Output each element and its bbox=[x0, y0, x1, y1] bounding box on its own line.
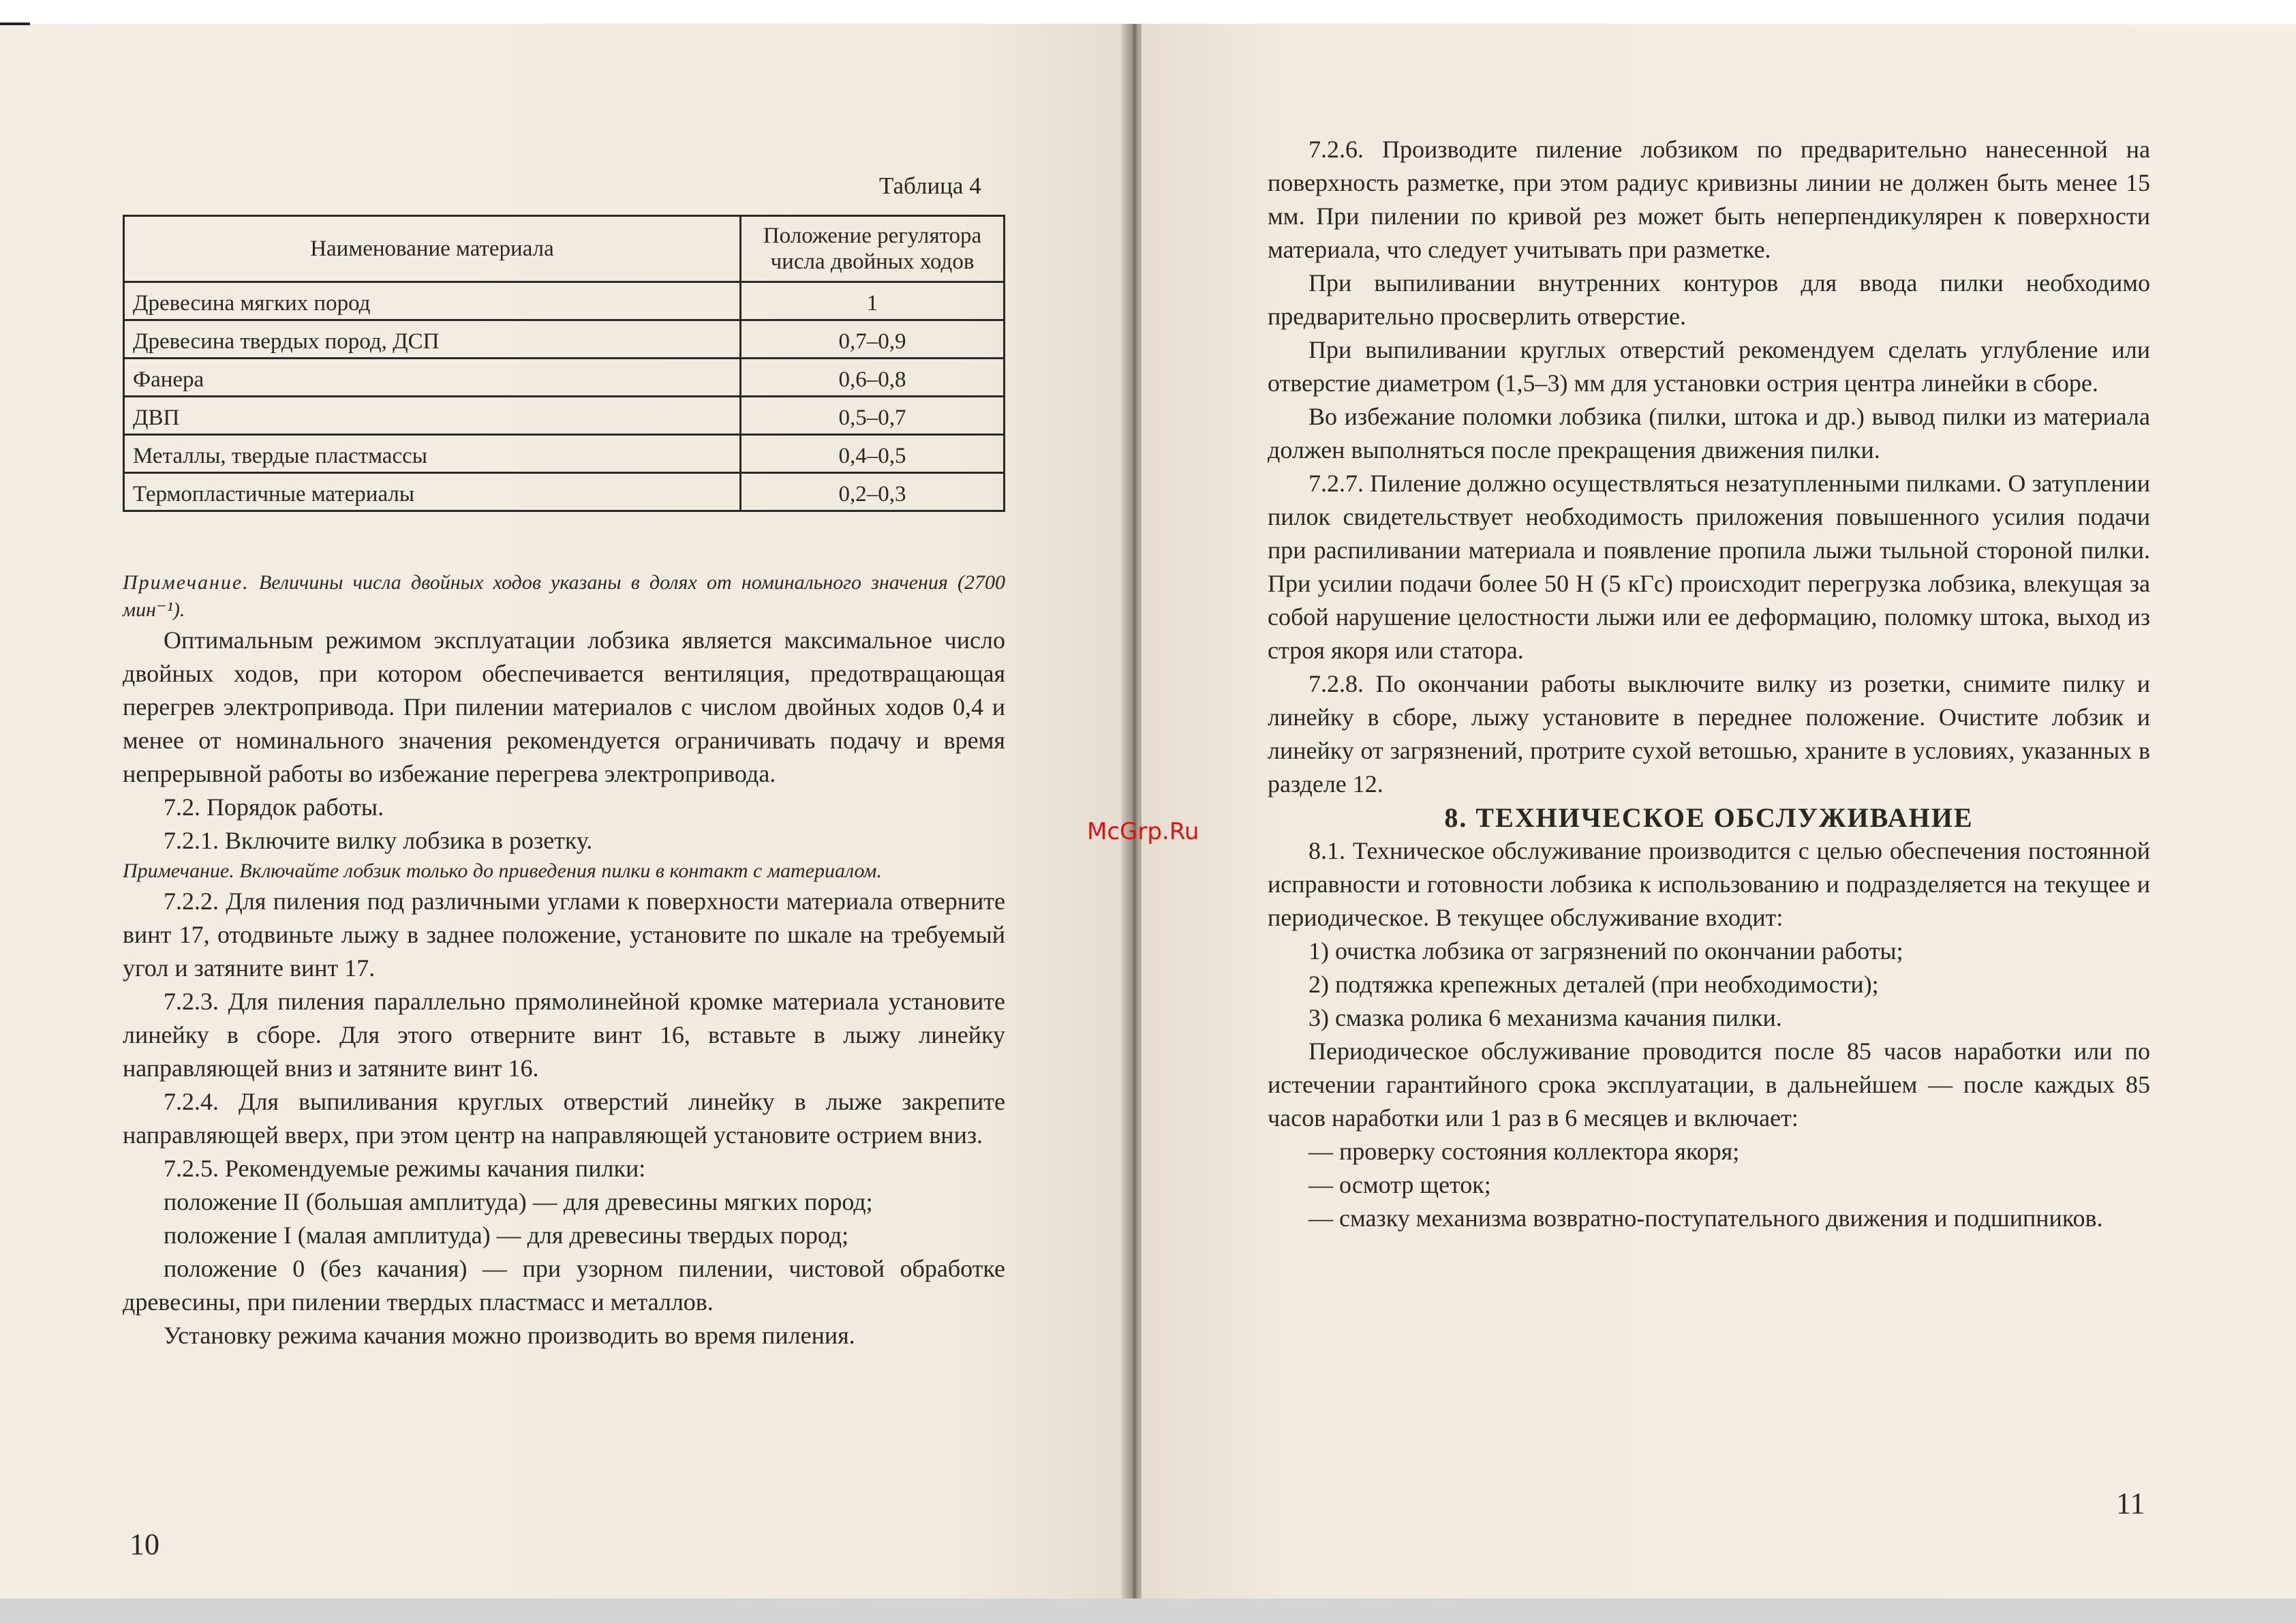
paragraph-install-mode: Установку режима качания можно производить во время пиления. bbox=[164, 1322, 855, 1349]
table-4 bbox=[123, 215, 1005, 512]
cell-material: Древесина твердых пород, ДСП bbox=[124, 320, 741, 359]
page-number-right: 11 bbox=[2116, 1487, 2145, 1520]
header-position: Положение регулятора числа двойных ходов bbox=[741, 216, 1005, 282]
cell-position: 0,4–0,5 bbox=[741, 435, 1005, 473]
paragraph-7-2-1: 7.2.1. Включите вилку лобзика в розетку. bbox=[164, 827, 593, 854]
switch-on-note bbox=[123, 858, 1005, 885]
left-page bbox=[0, 24, 1128, 1598]
cell-position: 0,6–0,8 bbox=[741, 359, 1005, 397]
paragraph-8-1: 8.1. Техническое обслуживание производится с целью обеспечения постоянной исправности и готовности лобзика к использованию и подразделяется на текущее и периодическое. В текущее обслуживание входит: bbox=[1268, 837, 2150, 931]
table-row bbox=[124, 473, 1005, 511]
cell-position: 0,2–0,3 bbox=[741, 473, 1005, 511]
table-row bbox=[124, 320, 1005, 359]
list-item: 3) смазка ролика 6 механизма качания пилки. bbox=[1308, 1004, 1782, 1031]
watermark: McGrp.Ru bbox=[1087, 818, 1199, 845]
paragraph-7-2-3: 7.2.3. Для пиления параллельно прямолинейной кромке материала установите линейку в сборе. Для этого отверните винт 16, вставьте в лыжу линейку направляющей вниз и затяните винт 16. bbox=[123, 988, 1005, 1082]
paragraph-7-2: 7.2. Порядок работы. bbox=[164, 793, 384, 821]
cell-position: 1 bbox=[741, 282, 1005, 320]
note-label: Примечание. bbox=[123, 860, 234, 882]
table-title: Таблица 4 bbox=[879, 172, 981, 199]
cell-material: Древесина мягких пород bbox=[124, 282, 741, 320]
table-header-row bbox=[124, 216, 1005, 282]
paragraph-avoid-breakage: Во избежание поломки лобзика (пилки, штока и др.) вывод пилки из материала должен выполняться после прекращения движения пилки. bbox=[1268, 403, 2150, 464]
cell-material: Металлы, твердые пластмассы bbox=[124, 435, 741, 473]
paragraph-7-2-5: 7.2.5. Рекомендуемые режимы качания пилки: bbox=[164, 1155, 646, 1182]
left-page-text bbox=[123, 569, 1005, 1352]
header-material: Наименование материала bbox=[124, 216, 741, 282]
paragraph-7-2-2: 7.2.2. Для пиления под различными углами к поверхности материала отверните винт 17, отодвиньте лыжу в заднее положение, установите по шкале на требуемый угол и затяните винт 17. bbox=[123, 888, 1005, 982]
paragraph-optimal-mode: Оптимальным режимом эксплуатации лобзика является максимальное число двойных ходов, при котором обеспечивается вентиляция, предотвращающая перегрев электропривода. При пилении материалов с числом двойных ходов 0,4 и менее от номинального значения рекомендуется ограничивать подачу и время непрерывной работы во избежание перегрева электропривода. bbox=[123, 626, 1005, 787]
section-heading: 8. ТЕХНИЧЕСКОЕ ОБСЛУЖИВАНИЕ bbox=[1444, 802, 1974, 833]
cell-material: Фанера bbox=[124, 359, 741, 397]
right-page bbox=[1142, 24, 2296, 1598]
table-row bbox=[124, 435, 1005, 473]
list-item: — смазку механизма возвратно-поступательного движения и подшипников. bbox=[1308, 1204, 2103, 1232]
mode-position-0: положение 0 (без качания) — при узорном пилении, чистовой обработке древесины, при пилении твердых пластмасс и металлов. bbox=[123, 1255, 1005, 1316]
mode-position-2: положение II (большая амплитуда) — для древесины мягких пород; bbox=[164, 1188, 873, 1215]
book-spread bbox=[0, 24, 2296, 1598]
paragraph-7-2-6: 7.2.6. Производите пиление лобзиком по предварительно нанесенной на поверхность разметке, при этом радиус кривизны линии не должен быть менее 15 мм. При пилении по кривой рез может быть неперпендикулярен к поверхности материала, что следует учитывать при разметке. bbox=[1268, 136, 2150, 263]
note-text: Включайте лобзик только до приведения пилки в контакт с материалом. bbox=[239, 860, 882, 882]
note-text: Величины числа двойных ходов указаны в долях от номинального значения (2700 мин⁻¹). bbox=[123, 571, 1005, 621]
page-number-left: 10 bbox=[129, 1528, 159, 1561]
paragraph-7-2-7: 7.2.7. Пиление должно осуществляться незатупленными пилками. О затуплении пилок свидетельствует необходимость приложения повышенного усилия подачи при распиливании материала и появление пропила лыжи тыльной стороной пилки. При усилии подачи более 50 Н (5 кГс) происходит перегрузка лобзика, влекущая за собой нарушение целостности лыжи или ее деформацию, поломку штока, выход из строя якоря или статора. bbox=[1268, 470, 2150, 664]
paragraph-round-holes: При выпиливании круглых отверстий рекомендуем сделать углубление или отверстие диаметром (1,5–3) мм для установки острия центра линейки в сборе. bbox=[1268, 336, 2150, 397]
cell-material: Термопластичные материалы bbox=[124, 473, 741, 511]
cell-material: ДВП bbox=[124, 397, 741, 435]
list-item: 2) подтяжка крепежных деталей (при необходимости); bbox=[1308, 971, 1879, 998]
cell-position: 0,5–0,7 bbox=[741, 397, 1005, 435]
list-item: — проверку состояния коллектора якоря; bbox=[1308, 1138, 1740, 1165]
table-row bbox=[124, 397, 1005, 435]
bottom-strip bbox=[0, 1598, 2296, 1623]
mode-position-1: положение I (малая амплитуда) — для древесины твердых пород; bbox=[164, 1222, 849, 1249]
paragraph-7-2-8: 7.2.8. По окончании работы выключите вилку из розетки, снимите пилку и линейку в сборе, лыжу установите в переднее положение. Очистите лобзик и линейку от загрязнений, протрите сухой ветошью, храните в условиях, указанных в разделе 12. bbox=[1268, 670, 2150, 798]
table-row bbox=[124, 282, 1005, 320]
paragraph-inner-contours: При выпиливании внутренних контуров для ввода пилки необходимо предварительно просверлить отверстие. bbox=[1268, 269, 2150, 330]
note-label: Примечание. bbox=[123, 571, 249, 594]
paragraph-periodic: Периодическое обслуживание проводится после 85 часов наработки или по истечении гарантийного срока эксплуатации, в дальнейшем — после каждых 85 часов наработки или 1 раз в 6 месяцев и включает: bbox=[1268, 1037, 2150, 1132]
cell-position: 0,7–0,9 bbox=[741, 320, 1005, 359]
list-item: — осмотр щеток; bbox=[1308, 1171, 1491, 1198]
list-item: 1) очистка лобзика от загрязнений по окончании работы; bbox=[1308, 937, 1903, 965]
corner-mark bbox=[0, 22, 30, 25]
paragraph-7-2-4: 7.2.4. Для выпиливания круглых отверстий линейку в лыже закрепите направляющей вверх, при этом центр на направляющей установите острием вниз. bbox=[123, 1088, 1005, 1149]
right-page-text bbox=[1268, 133, 2150, 1235]
table-note bbox=[123, 569, 1005, 624]
table-row bbox=[124, 359, 1005, 397]
